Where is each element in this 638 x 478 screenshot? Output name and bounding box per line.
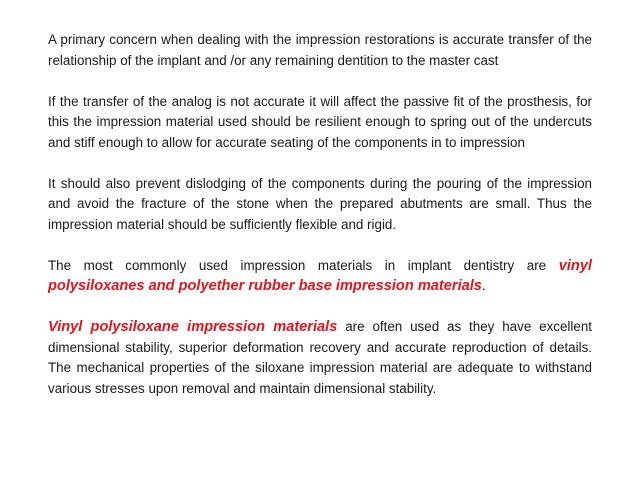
paragraph-common-materials <box>48 256 592 297</box>
paragraph-text-end: . <box>481 278 486 293</box>
paragraph-vinyl-polysiloxane <box>48 317 592 399</box>
highlighted-materials: vinyl polysiloxanes and polyether rubber base impression materials <box>48 257 592 294</box>
highlighted-vinyl-polysiloxane: Vinyl polysiloxane impression materials <box>48 319 338 335</box>
paragraph-text: If the transfer of the analog is not accurate it will affect the passive fit of the prosthesis, for this the impression material used should be resilient enough to spring out of the undercuts and stiff enough to allow for accurate seating of the components in to impression <box>48 93 592 150</box>
paragraph-text: are often used as they have excellent dimensional stability, superior deformation recovery and accurate reproduction of details. The mechanical properties of the siloxane impression material are adequate to withstand various stresses upon removal and maintain dimensional stability. <box>48 319 592 396</box>
paragraph-impression-concern <box>48 30 592 71</box>
paragraph-text: A primary concern when dealing with the impression restorations is accurate transfer of the relationship of the implant and /or any remaining dentition to the master cast <box>48 32 592 68</box>
slide-body <box>48 30 592 420</box>
paragraph-text: The most commonly used impression materials in implant dentistry are <box>48 257 559 273</box>
paragraph-analog-transfer <box>48 92 592 154</box>
paragraph-text: It should also prevent dislodging of the components during the pouring of the impression and avoid the fracture of the stone when the prepared abutments are small. Thus the impression material should be sufficiently flexible and rigid. <box>48 175 592 232</box>
paragraph-dislodging <box>48 174 592 236</box>
